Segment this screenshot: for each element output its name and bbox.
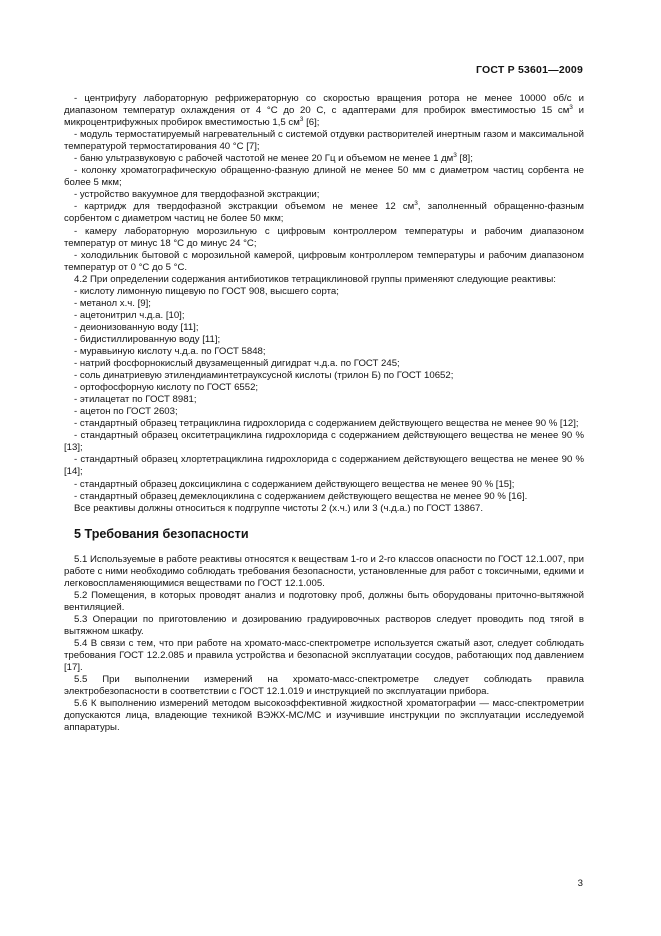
list-item: - устройство вакуумное для твердофазной экстракции; xyxy=(74,189,320,201)
list-item: - ортофосфорную кислоту по ГОСТ 6552; xyxy=(74,382,259,394)
document-code-header: ГОСТ Р 53601—2009 xyxy=(475,64,583,76)
reagents-purity-note: Все реактивы должны относиться к подгруппе чистоты 2 (х.ч.) или 3 (ч.д.а.) по ГОСТ 13867. xyxy=(74,502,484,514)
list-item: - кислоту лимонную пищевую по ГОСТ 908, высшего сорта; xyxy=(74,285,339,297)
list-item: - камеру лабораторную морозильную с цифровым контроллером температуры и рабочим диапазоном температур от минус 18 °С до минус 24 °С; xyxy=(64,225,584,249)
section-5-paragraph: 5.2 Помещения, в которых проводят анализ и подготовку проб, должны быть оборудованы приточно-вытяжной вентиляцией. xyxy=(64,589,584,613)
list-item: - модуль термостатируемый нагревательный с системой отдувки растворителей инертным газом и максимальной температурой термостатирования 40 °С [7]; xyxy=(64,129,584,153)
list-item: - баню ультразвуковую с рабочей частотой не менее 20 Гц и объемом не менее 1 $дм^3$ [8]; xyxy=(74,152,473,165)
section-5-heading: 5 Требования безопасности xyxy=(74,526,249,541)
list-item: - муравьиную кислоту ч.д.а. по ГОСТ 5848; xyxy=(74,345,266,357)
list-item: - ацетон по ГОСТ 2603; xyxy=(74,406,178,418)
list-item: - стандартный образец демеклоциклина с содержанием действующего вещества не менее 90 % [16]. xyxy=(74,490,528,502)
section-4-2-intro: 4.2 При определении содержания антибиотиков тетрациклиновой группы применяют следующие реактивы: xyxy=(74,273,556,285)
section-5-paragraph: 5.6 К выполнению измерений методом высокоэффективной жидкостной хроматографии — масс-спектрометрии допускаются лица, владеющие техникой ВЭЖХ-МС/МС и изучившие инструкции по эксплуатации исследуемой аппаратуры. xyxy=(64,698,584,734)
list-item: - этилацетат по ГОСТ 8981; xyxy=(74,394,197,406)
list-item: - деионизованную воду [11]; xyxy=(74,321,199,333)
reagent-list xyxy=(64,286,584,503)
section-5-paragraph: 5.5 При выполнении измерений на хромато-масс-спектрометре следует соблюдать правила электробезопасности в соответствии с ГОСТ 12.1.019 и инструкцией по эксплуатации прибора. xyxy=(64,674,584,698)
page-content xyxy=(64,93,584,734)
list-item: - центрифугу лабораторную рефрижераторную со скоростью вращения ротора не менее 10000 об/с и диапазоном температур охлаждения от 4 °С до 20 С, с адаптерами для пробирок вместимостью 15 $см^3$ и микроцентрифужных пробирок вместимостью 1,5 $см^3$ [6]; xyxy=(64,93,584,129)
section-5-paragraph: 5.3 Операции по приготовлению и дозированию градуировочных растворов следует проводить под тягой в вытяжном шкафу. xyxy=(64,613,584,637)
list-item: - соль динатриевую этилендиаминтетрауксусной кислоты (трилон Б) по ГОСТ 10652; xyxy=(74,370,454,382)
list-item: - колонку хроматографическую обращенно-фазную длиной не менее 50 мм с диаметром частиц сорбента не более 5 мкм; xyxy=(64,165,584,189)
page-number: 3 xyxy=(577,878,583,889)
section-5-paragraph: 5.1 Используемые в работе реактивы относятся к веществам 1-го и 2-го классов опасности по ГОСТ 12.1.007, при работе с ними необходимо соблюдать требования безопасности, установленные для работ с токсичными, едкими и легковоспламеняющимися веществами по ГОСТ 12.1.005. xyxy=(64,553,584,589)
section-5-paragraph: 5.4 В связи с тем, что при работе на хромато-масс-спектрометре используется сжатый азот, следует соблюдать требования ГОСТ 12.2.085 и правила устройства и безопасной эксплуатации сосудов, работающих под давлением [17]. xyxy=(64,637,584,674)
list-item: - бидистиллированную воду [11]; xyxy=(74,333,221,345)
equipment-list xyxy=(64,93,584,274)
list-item: - стандартный образец тетрациклина гидрохлорида с содержанием действующего вещества не менее 90 % [12]; xyxy=(74,418,579,430)
list-item: - натрий фосфорнокислый двузамещенный дигидрат ч.д.а. по ГОСТ 245; xyxy=(74,358,400,370)
list-item: - стандартный образец доксициклина с содержанием действующего вещества не менее 90 % [15]; xyxy=(74,478,515,490)
list-item: - картридж для твердофазной экстракции объемом не менее 12 $см^3$, заполненный обращенно-фазным сорбентом с диаметром частиц не более 50 мкм; xyxy=(64,200,584,225)
list-item: - стандартный образец хлортетрациклина гидрохлорида с содержанием действующего вещества не менее 90 % [14]; xyxy=(64,454,584,478)
list-item: - холодильник бытовой с морозильной камерой, цифровым контроллером температуры и рабочим диапазоном температур от 0 °С до 5 °С. xyxy=(64,249,584,273)
list-item: - стандартный образец окситетрациклина гидрохлорида с содержанием действующего вещества не менее 90 % [13]; xyxy=(64,430,584,454)
list-item: - ацетонитрил ч.д.а. [10]; xyxy=(74,309,185,321)
list-item: - метанол х.ч. [9]; xyxy=(74,297,151,309)
